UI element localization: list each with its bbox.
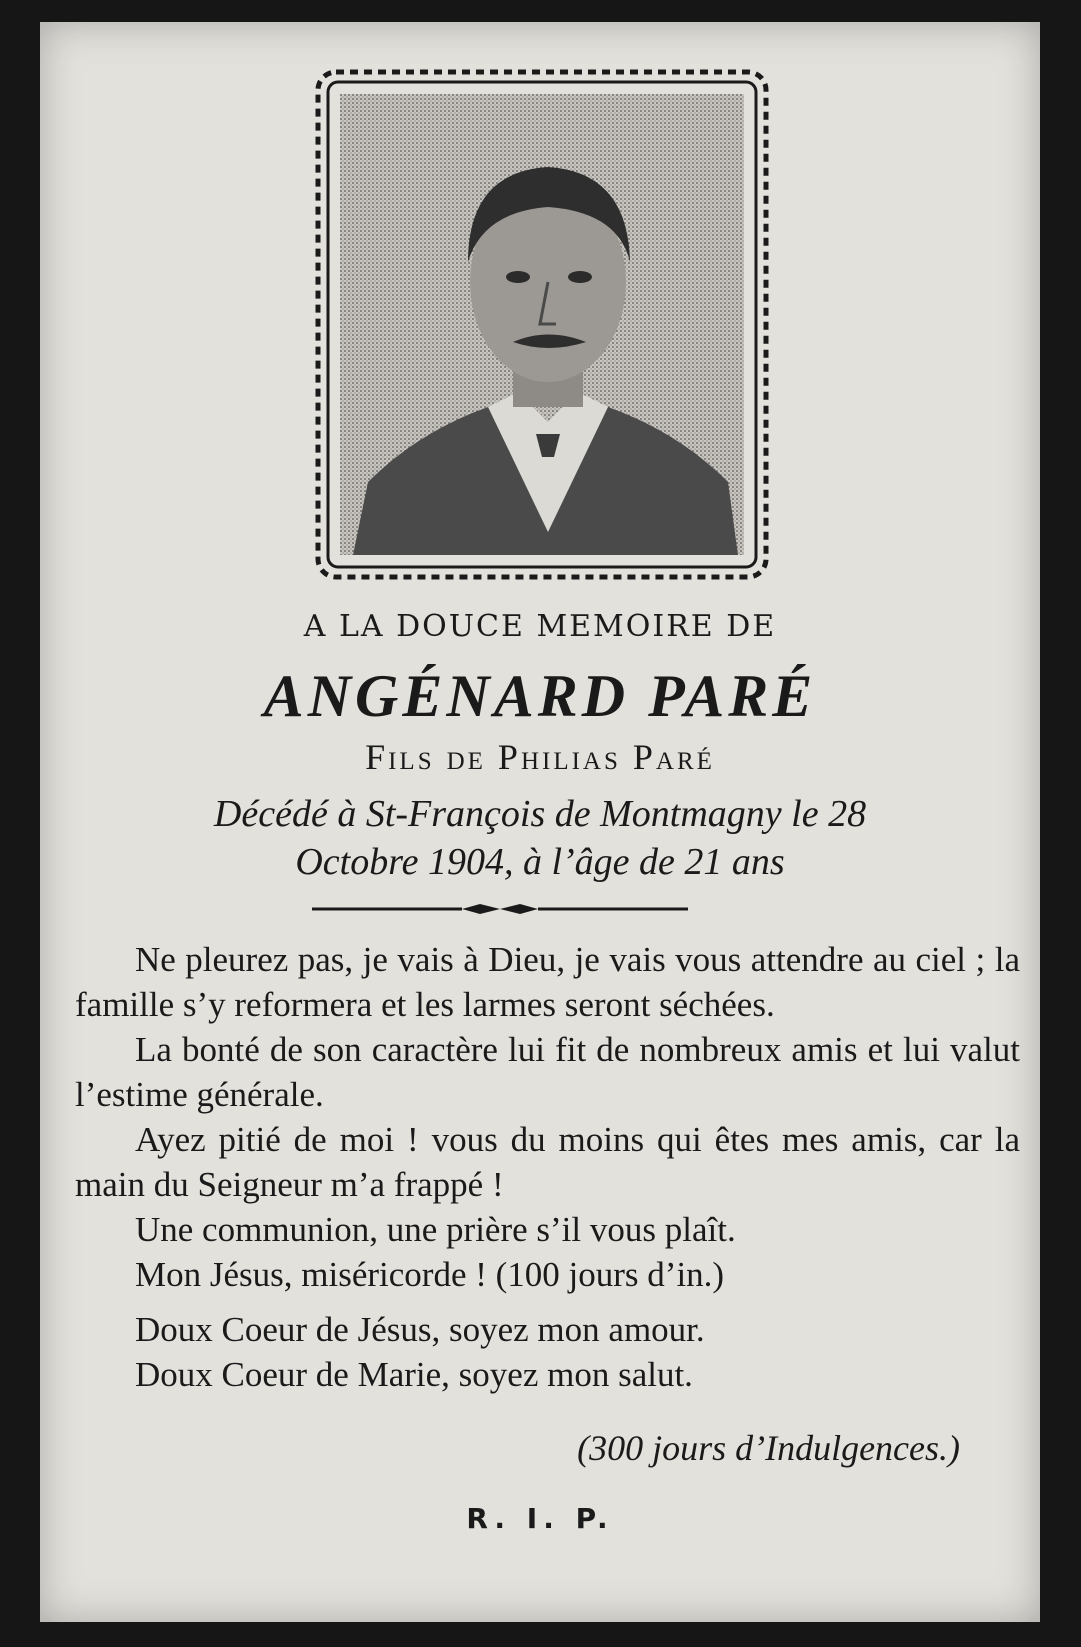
indulgence-note: (300 jours d’Indulgences.) [577, 1428, 960, 1468]
memorial-card [40, 22, 1040, 1622]
death-line-2: Octobre 1904, à l’âge de 21 ans [295, 841, 785, 883]
paragraph-2: La bonté de son caractère lui fit de nombreux amis et lui valut l’estime générale. [75, 1030, 1020, 1114]
prayer-2: Mon Jésus, miséricorde ! (100 jours d’in.) [135, 1255, 725, 1294]
prayer-1: Une communion, une prière s’il vous plaît. [135, 1210, 736, 1249]
prayer-4: Doux Coeur de Marie, soyez mon salut. [135, 1355, 693, 1394]
paragraph-1: Ne pleurez pas, je vais à Dieu, je vais vous attendre au ciel ; la famille s’y reformera et les larmes seront séchées. [75, 940, 1020, 1024]
deceased-name: ANGÉNARD PARÉ [263, 663, 817, 729]
portrait-photo [308, 62, 776, 587]
ornamental-divider [312, 902, 688, 916]
memorial-heading: A LA DOUCE MEMOIRE DE [303, 609, 777, 644]
death-line-1: Décédé à St-François de Montmagny le 28 [213, 793, 867, 835]
prayer-3: Doux Coeur de Jésus, soyez mon amour. [135, 1310, 705, 1349]
parent-line: Fils de Philias Paré [365, 737, 715, 777]
body-text [75, 937, 1020, 1397]
paragraph-3: Ayez pitié de moi ! vous du moins qui êtes mes amis, car la main du Seigneur m’a frappé ! [75, 1120, 1020, 1204]
rip-closing: R. I. P. [466, 1502, 614, 1535]
